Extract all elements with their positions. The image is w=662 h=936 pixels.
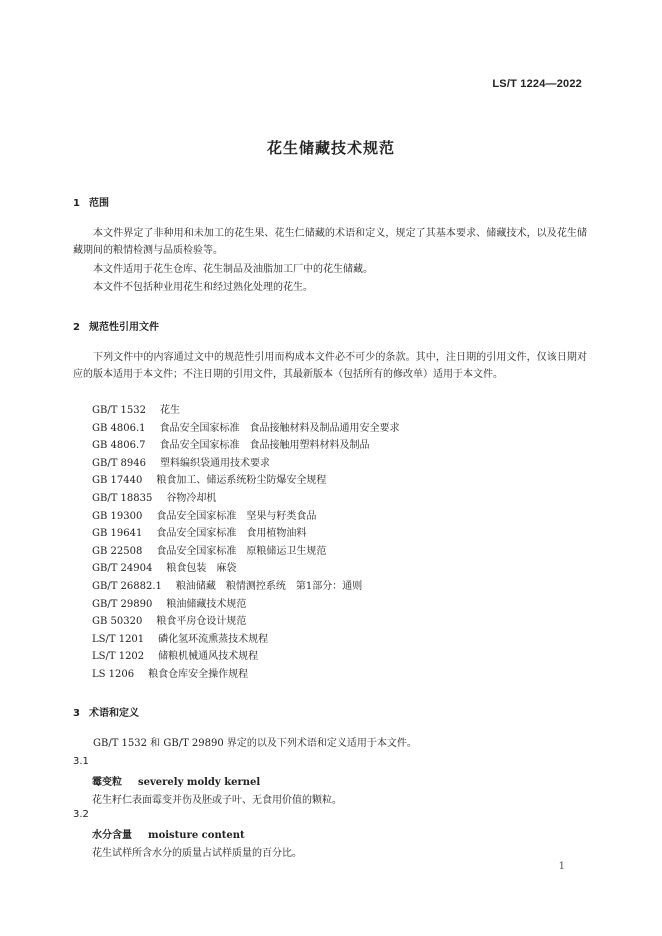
reference-code: GB 50320	[92, 616, 143, 628]
paragraph: 下列文件中的内容通过文中的规范性引用而构成本文件必不可少的条款。其中，注日期的引用文件，仅该日期对应的版本适用于本文件；不注日期的引用文件，其最新版本（包括所有的修改单）适用于本文件。	[73, 352, 587, 380]
section-title: 术语和定义	[89, 708, 139, 719]
reference-item	[92, 472, 400, 490]
section-title: 范围	[89, 198, 109, 209]
reference-item	[92, 402, 400, 420]
reference-name: 食品安全国家标准 坚果与籽类食品	[156, 510, 317, 522]
reference-code: GB 4806.1	[92, 422, 146, 434]
reference-name: 食品安全国家标准 食品接触用塑料材料及制品	[159, 440, 370, 452]
reference-code: GB/T 29890	[92, 598, 153, 610]
reference-item	[92, 578, 400, 596]
reference-name: 食品安全国家标准 食品接触材料及制品通用安全要求	[159, 422, 400, 434]
reference-name: 储粮机械通风技术规程	[158, 651, 259, 663]
page-number: 1	[558, 861, 565, 872]
reference-name: 粮食包装 麻袋	[166, 563, 237, 575]
paragraph: 本文件界定了非种用和未加工的花生果、花生仁储藏的术语和定义，规定了其基本要求、储藏技术，以及花生储藏期间的粮情检测与品质检验等。	[73, 228, 587, 256]
reference-code: GB 19300	[92, 510, 143, 522]
section-heading-terms	[73, 704, 139, 719]
term-en: moisture content	[148, 830, 245, 841]
reference-item	[92, 525, 400, 543]
reference-item	[92, 596, 400, 614]
paragraph: 本文件适用于花生仓库、花生制品及油脂加工厂中的花生储藏。	[93, 264, 373, 275]
reference-item	[92, 666, 400, 684]
reference-code: GB 22508	[92, 545, 143, 557]
reference-name: 粮食仓库安全操作规程	[148, 668, 249, 680]
reference-code: GB/T 24904	[92, 563, 153, 575]
term-name	[92, 773, 260, 788]
reference-name: 粮食加工、储运系统粉尘防爆安全规程	[156, 475, 327, 487]
reference-name: 食品安全国家标准 原粮储运卫生规范	[156, 545, 327, 557]
reference-code: GB 4806.7	[92, 440, 146, 452]
reference-item	[92, 631, 400, 649]
reference-code: GB/T 18835	[92, 492, 153, 504]
reference-name: 食品安全国家标准 食用植物油料	[156, 528, 307, 540]
term-zh: 水分含量	[92, 830, 132, 841]
reference-code: GB/T 26882.1	[92, 580, 162, 592]
paragraph: 本文件不包括种业用花生和经过熟化处理的花生。	[93, 282, 313, 293]
reference-item	[92, 648, 400, 666]
reference-name: 塑料编织袋通用技术要求	[160, 457, 271, 469]
term-zh: 霉变粒	[92, 777, 122, 788]
term-definition: 花生籽仁表面霉变并伤及胚或子叶、无食用价值的颗粒。	[92, 795, 342, 806]
paragraph: GB/T 1532 和 GB/T 29890 界定的以及下列术语和定义适用于本文件。	[93, 738, 417, 749]
reference-list	[92, 402, 400, 684]
reference-item	[92, 543, 400, 561]
reference-item	[92, 560, 400, 578]
document-title: 花生储藏技术规范	[266, 139, 395, 157]
reference-code: GB 17440	[92, 475, 143, 487]
reference-name: 粮食平房仓设计规范	[156, 616, 247, 628]
section-heading-scope	[73, 194, 109, 209]
term-en: severely moldy kernel	[138, 777, 261, 788]
section-number: 3	[73, 708, 80, 719]
term-number: 3.2	[73, 809, 89, 820]
reference-item	[92, 437, 400, 455]
section-number: 1	[73, 198, 80, 209]
reference-name: 磷化氢环流熏蒸技术规程	[158, 633, 269, 645]
section-title: 规范性引用文件	[89, 322, 159, 333]
reference-name: 谷物冷却机	[166, 492, 217, 504]
reference-code: LS/T 1201	[92, 633, 145, 645]
reference-code: LS/T 1202	[92, 651, 145, 663]
reference-name: 粮油储藏 粮情测控系统 第1部分：通则	[175, 580, 363, 592]
term-number: 3.1	[73, 756, 89, 767]
reference-code: GB/T 1532	[92, 405, 147, 416]
term-definition: 花生试样所含水分的质量占试样质量的百分比。	[92, 848, 302, 859]
reference-name: 花生	[160, 405, 181, 416]
reference-item	[92, 613, 400, 631]
reference-item	[92, 420, 400, 438]
reference-code: GB/T 8946	[92, 457, 147, 469]
reference-code: GB 19641	[92, 528, 143, 540]
term-name	[92, 826, 245, 841]
section-heading-refs	[73, 318, 159, 333]
reference-item	[92, 508, 400, 526]
reference-code: LS 1206	[92, 668, 135, 680]
standard-code: LS/T 1224—2022	[492, 78, 582, 90]
section-number: 2	[73, 322, 80, 333]
reference-item	[92, 490, 400, 508]
reference-item	[92, 455, 400, 473]
reference-name: 粮油储藏技术规范	[166, 598, 247, 610]
